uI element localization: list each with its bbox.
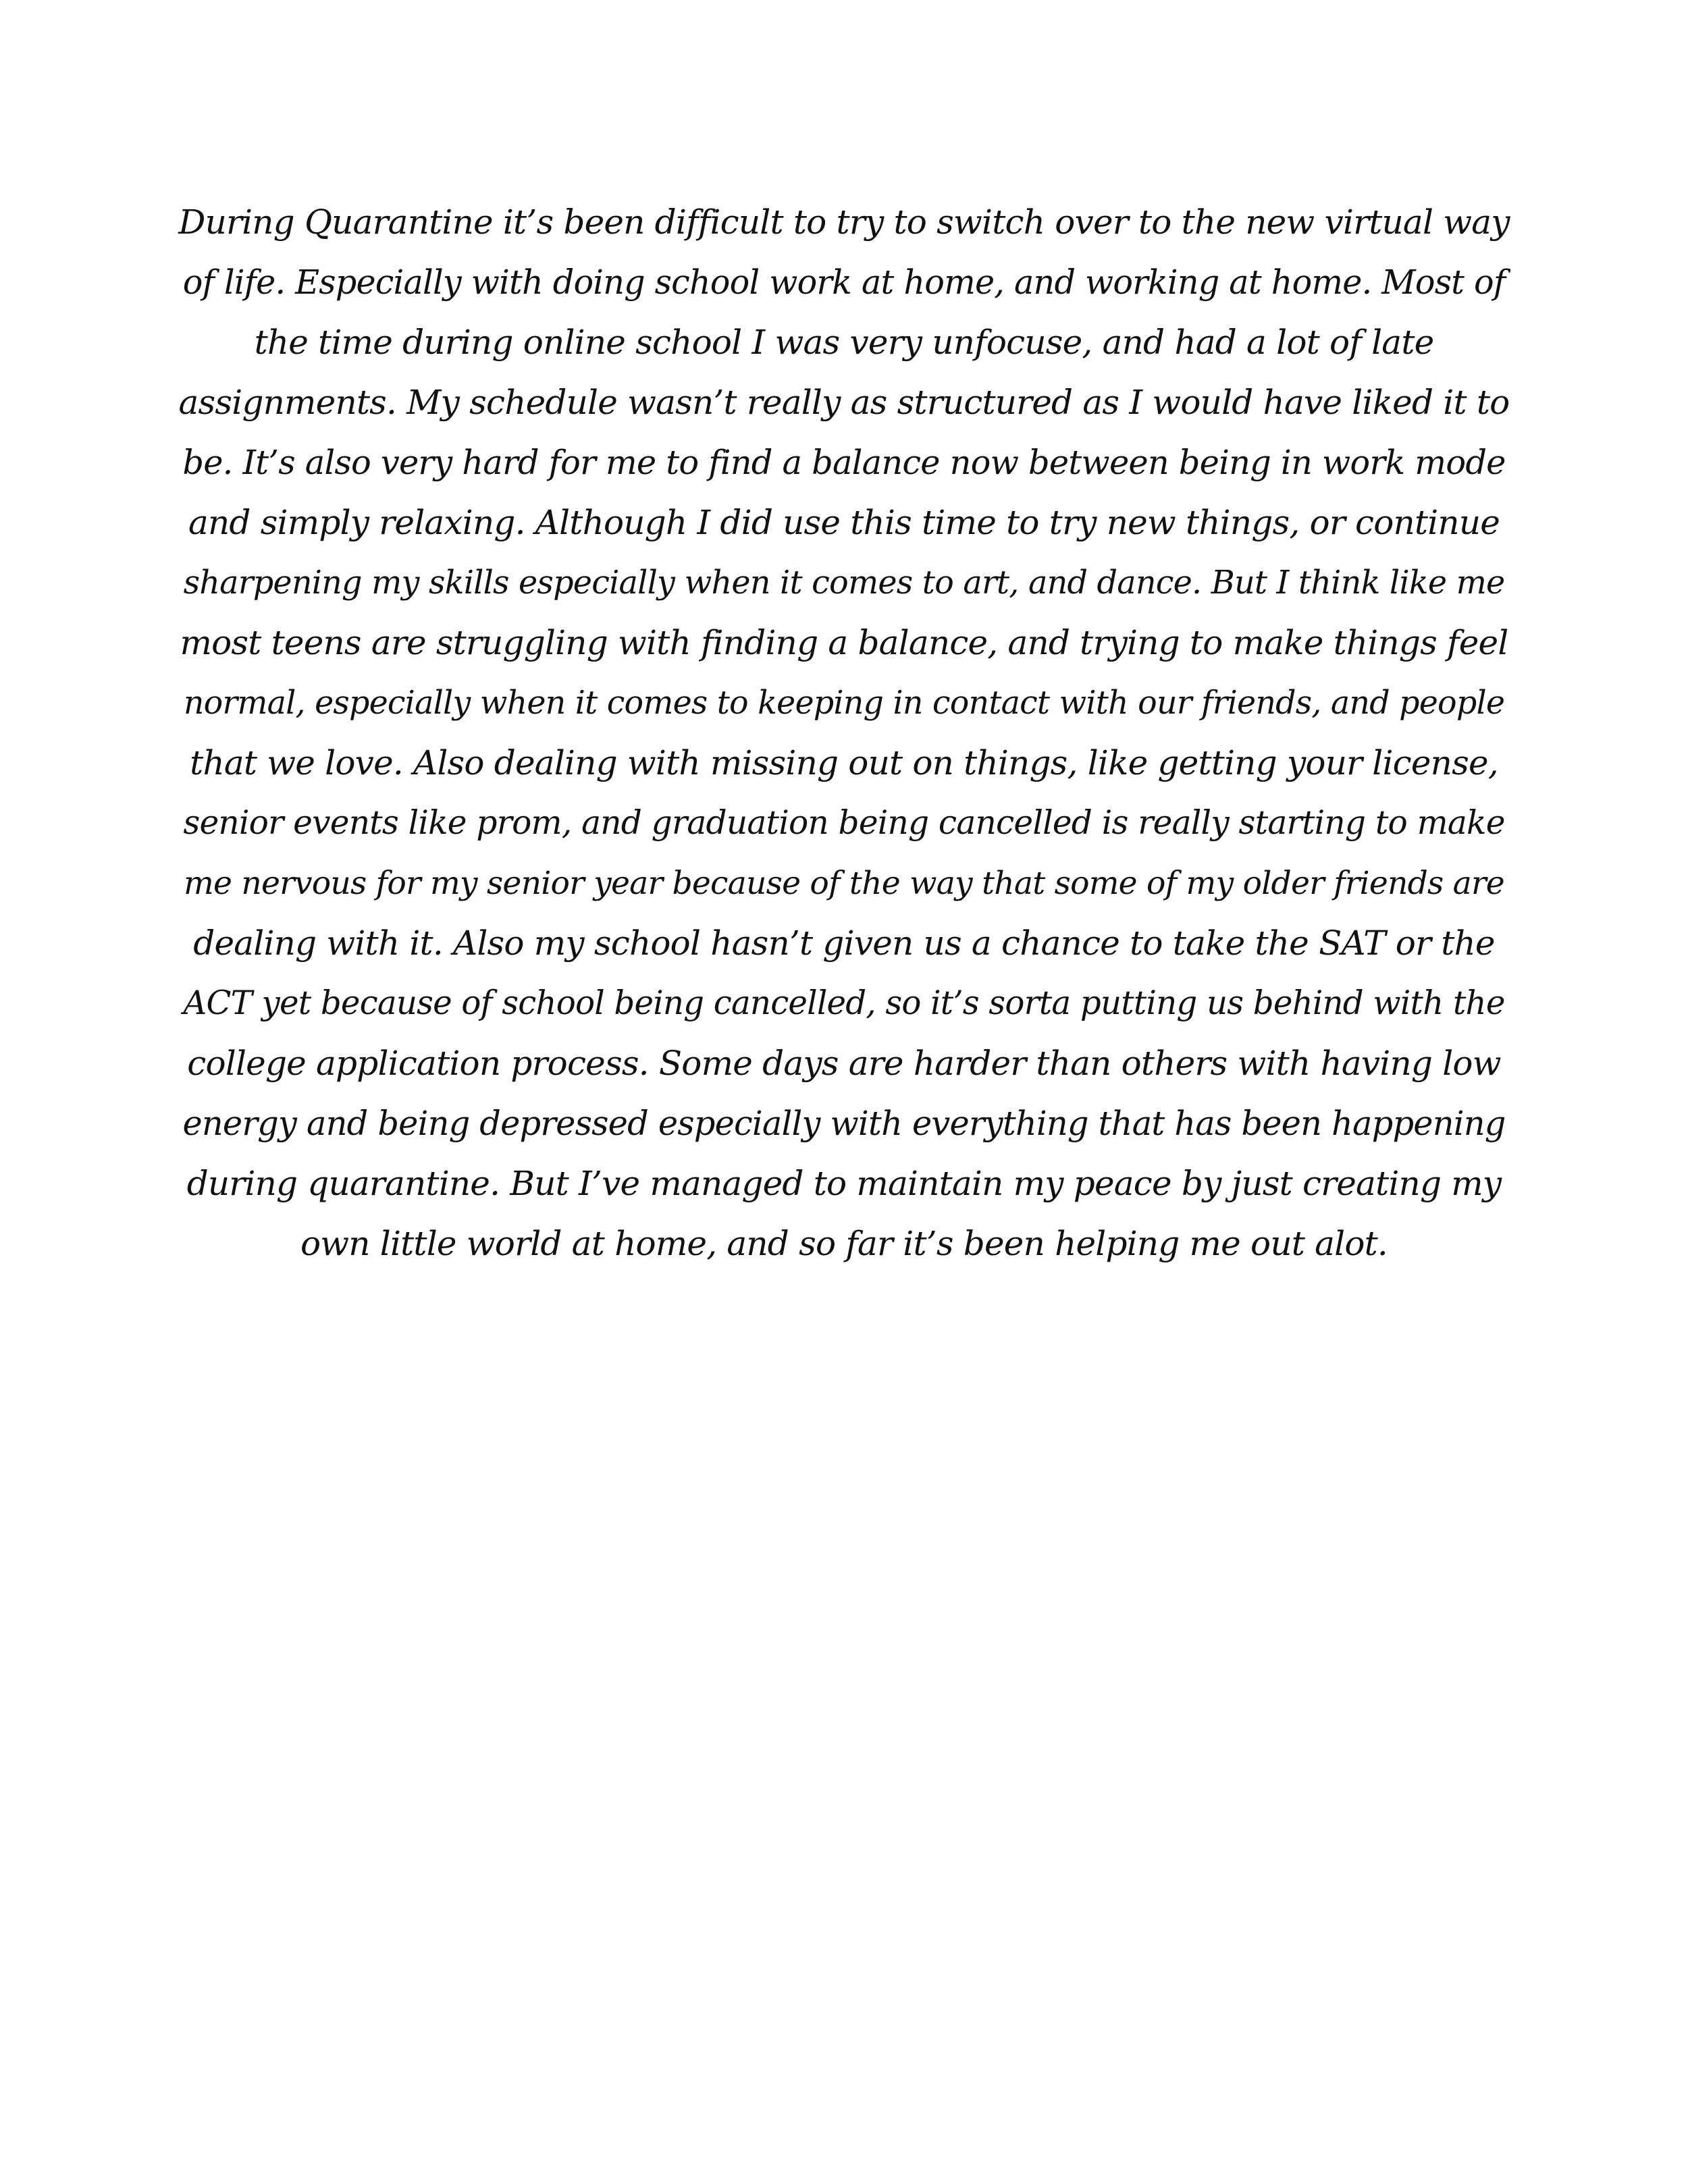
essay-line-12: me nervous for my senior year because of the way that some of my older friends are (184, 865, 1504, 902)
essay-line-3: the time during online school I was very unfocuse, and had a lot of late (254, 323, 1434, 362)
essay-line-8: most teens are struggling with finding a balance, and trying to make things feel (180, 623, 1508, 662)
essay-line-17: during quarantine. But I’ve managed to maintain my peace by just creating my (186, 1164, 1502, 1203)
essay-line-2: of life. Especially with doing school work at home, and working at home. Most of (182, 263, 1506, 302)
essay-line-9: normal, especially when it comes to keeping in contact with our friends, and people (183, 685, 1505, 722)
essay-line-10: that we love. Also dealing with missing out on things, like getting your license, (190, 743, 1498, 782)
essay-line-15: college application process. Some days are harder than others with having low (187, 1044, 1501, 1083)
essay-line-4: assignments. My schedule wasn’t really as structured as I would have liked it to (178, 383, 1510, 422)
essay-line-1: During Quarantine it’s been difficult to try to switch over to the new virtual way (178, 203, 1510, 242)
essay-line-18: own little world at home, and so far it’s been helping me out alot. (300, 1224, 1388, 1263)
essay-line-13: dealing with it. Also my school hasn’t given us a chance to take the SAT or the (193, 924, 1495, 963)
essay-line-5: be. It’s also very hard for me to find a balance now between being in work mode (182, 443, 1506, 482)
essay-line-7: sharpening my skills especially when it comes to art, and dance. But I think like me (183, 564, 1505, 602)
essay-body (176, 192, 1512, 1274)
essay-line-14: ACT yet because of school being cancelled, so it’s sorta putting us behind with the (183, 984, 1505, 1022)
essay-line-6: and simply relaxing. Although I did use this time to try new things, or continue (188, 503, 1500, 542)
essay-line-16: energy and being depressed especially with everything that has been happening (182, 1104, 1506, 1143)
essay-line-11: senior events like prom, and graduation being cancelled is really starting to make (183, 804, 1505, 842)
